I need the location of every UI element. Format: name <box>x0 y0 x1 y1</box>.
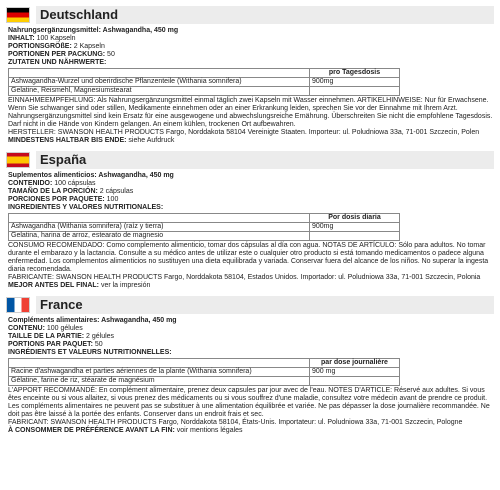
info-line <box>8 341 494 349</box>
info-label: CONTENIDO: <box>8 180 53 187</box>
table-header-row <box>9 359 400 368</box>
ingredients-table <box>8 358 400 386</box>
info-label: TAMAÑO DE LA PORCIÓN: <box>8 188 98 195</box>
best-before-label: MINDESTENS HALTBAR BIS ENDE: <box>8 137 127 144</box>
section-body <box>6 172 494 290</box>
info-label: Compléments alimentaires: Ashwagandha, 450 mg <box>8 317 177 324</box>
ingredient-amount: 900 mg <box>310 368 400 377</box>
section-header <box>6 296 494 314</box>
table-row <box>9 232 400 241</box>
text-paragraph: EINNAHMEEMPFEHLUNG: Als Nahrungsergänzungsmittel einmal täglich zwei Kapseln mit Wasser einnehmen. ARTIKELHINWEISE: Nur für Erwachsene. Wenn Sie schwanger sind oder stillen, Medikamente einnehmen oder an einer Erkrankung leiden, sprechen Sie vor der Einnahme mit Ihrem Arzt. Nahrungsergänzungsmittel sind kein Ersatz für eine ausgewogene und abwechslungsreiche Ernährung. Überschreiten Sie nicht die empfohlene Tagesdosis. Darf nicht in die Hände von Kindern gelangen. An einem kühlen, trockenen Ort aufbewahren. <box>8 97 493 128</box>
ingredients-table <box>8 213 400 241</box>
section-0 <box>0 6 500 145</box>
info-value: 100 gélules <box>44 325 83 332</box>
info-label: PORTIONEN PER PACKUNG: <box>8 51 106 58</box>
table-header-dose: par dose journalière <box>310 359 400 368</box>
table-header-dose: Por dosis diaria <box>310 214 400 223</box>
section-header <box>6 6 494 24</box>
ingredient-name: Ashwagandha (Withania somnifera) (raíz y tierra) <box>9 223 310 232</box>
best-before-label: À CONSOMMER DE PRÉFÉRENCE AVANT LA FIN: <box>8 427 175 434</box>
info-line <box>8 27 494 35</box>
info-label: Nahrungsergänzungsmittel: Ashwagandha, 450 mg <box>8 27 179 34</box>
ingredient-name: Gélatine, farine de riz, stéarate de magnésium <box>9 377 310 386</box>
info-line <box>8 43 494 51</box>
best-before-value: voir mentions légales <box>174 427 243 434</box>
table-row <box>9 368 400 377</box>
ingredient-name: Gelatina, harina de arroz, estearato de magnesio <box>9 232 310 241</box>
best-before-line <box>8 427 494 435</box>
ingredient-name: Gelatine, Reismehl, Magnesiumstearat <box>9 87 310 96</box>
text-paragraph: FABRICANT: SWANSON HEALTH PRODUCTS Fargo, Norddakota 58104, États-Unis. Importateur: ul. Poludniowa 33a, 71-001 Szczecin, Pologne <box>8 419 463 426</box>
info-value: 100 <box>104 196 119 203</box>
section-title: Deutschland <box>36 6 494 24</box>
info-line <box>8 35 494 43</box>
info-line <box>8 333 494 341</box>
info-value: 2 cápsulas <box>97 188 134 195</box>
info-line <box>8 59 494 67</box>
table-header-row <box>9 69 400 78</box>
info-line <box>8 349 494 357</box>
info-value: 2 gélules <box>84 333 115 340</box>
ingredient-amount <box>310 87 400 96</box>
info-line <box>8 180 494 188</box>
info-label: ZUTATEN UND NÄHRWERTE: <box>8 59 107 66</box>
spain-flag-icon <box>6 152 30 168</box>
info-line <box>8 204 494 212</box>
best-before-value: ver la impresión <box>99 282 151 289</box>
section-title: France <box>36 296 494 314</box>
section-body <box>6 317 494 435</box>
best-before-line <box>8 137 494 145</box>
info-line <box>8 51 494 59</box>
table-header-empty <box>9 359 310 368</box>
table-row <box>9 78 400 87</box>
info-label: PORTIONSGRÖßE: <box>8 43 72 50</box>
section-1 <box>0 151 500 290</box>
ingredient-name: Racine d'ashwagandha et parties aériennes de la plante (Withania somnifera) <box>9 368 310 377</box>
ingredient-amount <box>310 232 400 241</box>
info-value: 50 <box>92 341 103 348</box>
table-header-empty <box>9 69 310 78</box>
table-header-empty <box>9 214 310 223</box>
info-line <box>8 188 494 196</box>
info-line <box>8 196 494 204</box>
best-before-value: siehe Aufdruck <box>126 137 175 144</box>
table-row <box>9 87 400 96</box>
ingredient-name: Ashwagandha-Wurzel und oberirdische Pflanzenteile (Withania somnifera) <box>9 78 310 87</box>
text-paragraph: FABRICANTE: SWANSON HEALTH PRODUCTS Fargo, Norddakota 58104, Estados Unidos. Importador: ul. Poludniowa 33a, 71-001 Szczecin, Polonia <box>8 274 481 281</box>
best-before-label: MEJOR ANTES DEL FINAL: <box>8 282 100 289</box>
label-document <box>0 6 500 435</box>
table-row <box>9 223 400 232</box>
info-value: 2 Kapseln <box>71 43 105 50</box>
section-title: España <box>36 151 494 169</box>
best-before-line <box>8 282 494 290</box>
info-label: TAILLE DE LA PARTIE: <box>8 333 85 340</box>
info-label: PORTIONS PAR PAQUET: <box>8 341 93 348</box>
info-value: 100 Kapseln <box>34 35 76 42</box>
info-line <box>8 325 494 333</box>
table-header-dose: pro Tagesdosis <box>310 69 400 78</box>
info-value: 100 cápsulas <box>52 180 96 187</box>
info-label: INHALT: <box>8 35 35 42</box>
text-paragraph: CONSUMO RECOMENDADO: Como complemento alimenticio, tomar dos cápsulas al día con agua. NOTAS DE ARTÍCULO: Sólo para adultos. No tomar durante el embarazo y la lactancia. Consulte a su médico antes de utilizar este o cualquier otro producto si está tomando medicamentos o padece alguna enfermedad. Los complementos alimenticios no sustituyen una dieta equilibrada y variada. Conservar fuera del alcance de los niños. No superar la ingesta diaria recomendada. <box>8 242 489 273</box>
text-paragraph: L'APPORT RECOMMANDÉ: En complément alimentaire, prenez deux capsules par jour avec de l'eau. NOTES D'ARTICLE: Réservé aux adultes. Si vous êtes enceinte ou si vous allaitez, si vous prenez des médicaments ou si vous souffrez d'une maladie, consultez votre médecin avant de prendre ce produit. Les compléments alimentaires ne peuvent pas se substituer à une alimentation équilibrée et variée. Ne pas dépasser la dose journalière recommandée. Ne doit pas être laissé à la portée des enfants. Conserver dans un endroit frais et sec. <box>8 387 490 418</box>
text-paragraph: HERSTELLER: SWANSON HEALTH PRODUCTS Fargo, Norddakota 58104 Vereinigte Staaten. Importeur: ul. Poludniowa 33a, 71-001 Szczecin, Polen <box>8 129 480 136</box>
info-label: INGREDIENTES Y VALORES NUTRITIONALES: <box>8 204 164 211</box>
france-flag-icon <box>6 297 30 313</box>
info-line <box>8 317 494 325</box>
table-header-row <box>9 214 400 223</box>
ingredient-amount: 900mg <box>310 223 400 232</box>
ingredients-table <box>8 68 400 96</box>
section-header <box>6 151 494 169</box>
ingredient-amount: 900mg <box>310 78 400 87</box>
info-value: 50 <box>105 51 115 58</box>
section-body <box>6 27 494 145</box>
table-row <box>9 377 400 386</box>
info-line <box>8 172 494 180</box>
info-label: Suplementos alimenticios: Ashwagandha, 450 mg <box>8 172 174 179</box>
info-label: PORCIONES POR PAQUETE: <box>8 196 105 203</box>
ingredient-amount <box>310 377 400 386</box>
info-label: CONTENU: <box>8 325 45 332</box>
info-label: INGRÉDIENTS ET VALEURS NUTRITIONNELLES: <box>8 349 172 356</box>
germany-flag-icon <box>6 7 30 23</box>
section-2 <box>0 296 500 435</box>
